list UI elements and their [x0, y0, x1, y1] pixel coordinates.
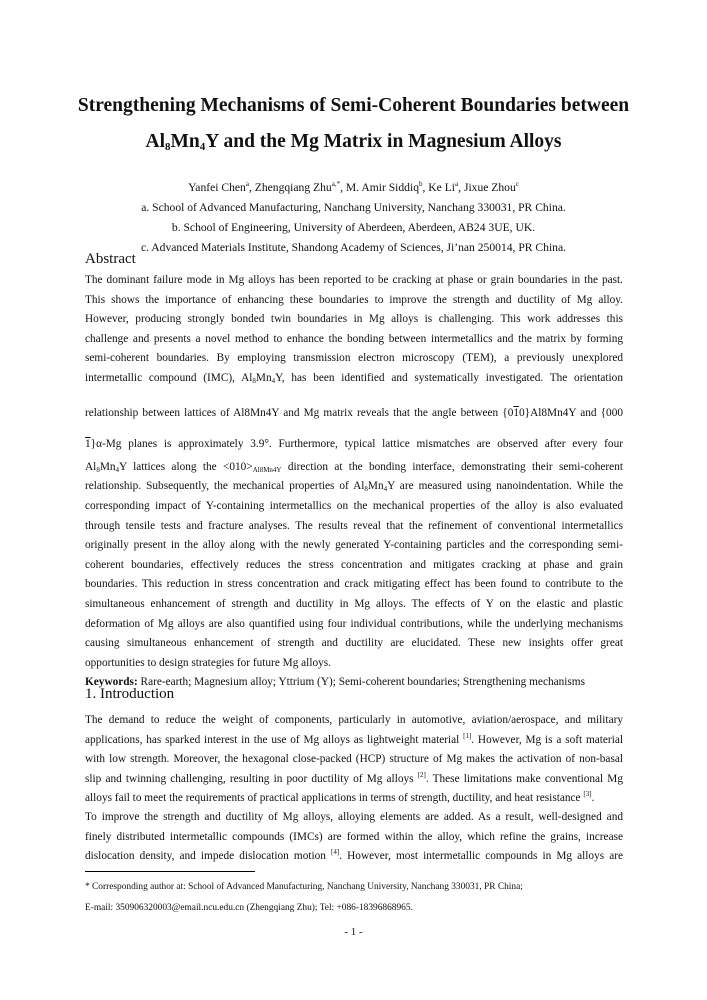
author: Ke Li$^a$ — [428, 180, 459, 194]
paper-title — [40, 88, 667, 160]
abstract-line: simultaneous enhancement of strength and ductility in Mg alloys. The effects of Y on the elastic and plastic — [85, 597, 623, 610]
affiliation-b: b. School of Engineering, University of Aberdeen, Aberdeen, AB24 3UE, UK. — [171, 221, 536, 234]
title-line-1: Strengthening Mechanisms of Semi-Coherent Boundaries between — [77, 95, 630, 116]
citation[interactable]: [4] — [331, 848, 340, 857]
intro-line: To improve the strength and ductility of Mg alloys, alloying elements are added. As a result, well-designed and — [85, 811, 623, 823]
citation[interactable]: [3] — [583, 790, 592, 799]
footnote-contact: E-mail: 350906320003@email.ncu.edu.cn (Zhengqiang Zhu); Tel: +086-18396868965. — [85, 903, 413, 913]
abstract-line: corresponding impact of Y-containing intermetallics on the mechanical properties of the alloy is also evaluated — [85, 499, 623, 512]
abstract-line: However, producing strongly bonded twin boundaries in Mg alloys is challenging. This work addresses this — [85, 313, 623, 326]
citation[interactable]: [1] — [463, 731, 472, 740]
citation[interactable]: [2] — [417, 770, 426, 779]
intro-line: The demand to reduce the weight of components, particularly in automotive, aviation/aerospace, and military — [85, 714, 623, 726]
affiliation-a: a. School of Advanced Manufacturing, Nanchang University, Nanchang 330031, PR China. — [141, 201, 566, 214]
footnote-divider — [85, 871, 255, 872]
title-line-2: $Al_8Mn_4Y$ and the Mg Matrix in Magnesium Alloys — [145, 131, 562, 153]
abstract-line: 1}α-Mg planes is approximately 3.9°. Furthermore, typical lattice mismatches are observed after every four — [85, 438, 623, 451]
author: Jixue Zhou$^c$ — [463, 180, 519, 194]
abstract-heading: Abstract — [85, 251, 136, 267]
intro-line: dislocation density, and impede dislocation motion [4]. However, most intermetallic compounds in Mg alloys are — [85, 848, 624, 863]
intro-line: applications, has sparked interest in the use of Mg alloys as lightweight material [1]. However, Mg is a soft material — [85, 731, 623, 746]
intro-line: alloys fail to meet the requirements of practical applications in terms of strength, ductility, and heat resistance [3]. — [85, 790, 595, 805]
abstract-line: through tensile tests and fracture analyses. The results reveal that the refinement of conventional intermetallics — [85, 519, 623, 532]
abstract-line: deformation of Mg alloys are also quantified using four individual contributions, while the underlying mechanisms — [85, 617, 623, 630]
author: M. Amir Siddiq$^b$ — [345, 180, 423, 194]
introduction-paragraph-1 — [85, 711, 623, 809]
author: Yanfei Chen$^a$ — [188, 180, 249, 194]
abstract-line: relationship. Subsequently, the mechanical properties of $Al_8Mn_4Y$ are measured using nanoindentation. While the — [85, 480, 623, 494]
abstract-line: coherent boundaries, effectively reduces the stress concentration and mitigates cracking at phase and grain — [85, 558, 623, 571]
keywords-label: Keywords: — [85, 676, 138, 689]
abstract-line: The dominant failure mode in Mg alloys has been reported to be cracking at phase or grain boundaries in the past. — [85, 274, 623, 286]
abstract-line: intermetallic compound (IMC), $Al_8Mn_4Y$, has been identified and systematically investigated. The orientation — [85, 371, 623, 385]
abstract-body — [85, 271, 623, 693]
footnote-corresponding: * Corresponding author at: School of Advanced Manufacturing, Nanchang University, Nanchang 330031, PR China; — [85, 882, 523, 892]
abstract-line: semi-coherent boundaries. By employing transmission electron microscopy (TEM), a previously unexplored — [85, 352, 623, 365]
abstract-line: originally present in the alloy along with the newly generated Y-containing particles and the corresponding semi- — [85, 539, 623, 552]
intro-line: with low strength. Moreover, the hexagonal close-packed (HCP) structure of Mg makes the activation of non-basal — [85, 753, 623, 766]
author: Zhengqiang Zhu$^{a,*}$ — [254, 180, 341, 194]
abstract-line: causing simultaneous enhancement of strength and ductility are elucidated. These new insights offer great — [85, 637, 623, 650]
abstract-line: This shows the importance of enhancing these boundaries to improve the strength and ductility of Mg alloy. — [85, 293, 623, 306]
affiliation-c: c. Advanced Materials Institute, Shandong Academy of Sciences, Ji’nan 250014, PR China. — [140, 241, 567, 254]
introduction-heading: 1. Introduction — [85, 686, 175, 702]
introduction-paragraph-2 — [85, 808, 623, 867]
keywords-text: Rare-earth; Magnesium alloy; Yttrium (Y); Semi-coherent boundaries; Strengthening mechanisms — [137, 676, 585, 689]
abstract-line: relationship between lattices of Al8Mn4Y and Mg matrix reveals that the angle between {010}Al8Mn4Y and {000 — [85, 406, 623, 419]
abstract-line: opportunities to design strategies for future Mg alloys. — [85, 656, 331, 669]
intro-line: finely distributed intermetallic compounds (IMCs) are formed within the alloy, which refine the grains, increase — [85, 830, 623, 843]
abstract-line: $Al_8Mn_4Y$ lattices along the $<010>_{Al8Mn4Y}$ direction at the bonding interface, demonstrating their semi-coherent — [85, 460, 623, 474]
abstract-line: challenge and presents a novel method to enhance the bonding between intermetallics and the matrix by forming — [85, 332, 623, 345]
abstract-line: boundaries. This reduction in stress concentration and crack mitigating effect has been found to contribute to the — [85, 578, 623, 591]
page-number: - 1 - — [344, 926, 363, 938]
author-list: Yanfei Chen$^a$, Zhengqiang Zhu$^{a,*}$, M. Amir Siddiq$^b$, Ke Li$^a$, Jixue Zhou$^c$ — [188, 180, 519, 194]
intro-line: slip and twinning challenging, resulting in poor ductility of Mg alloys [2]. These limitations make conventional Mg — [85, 770, 624, 785]
